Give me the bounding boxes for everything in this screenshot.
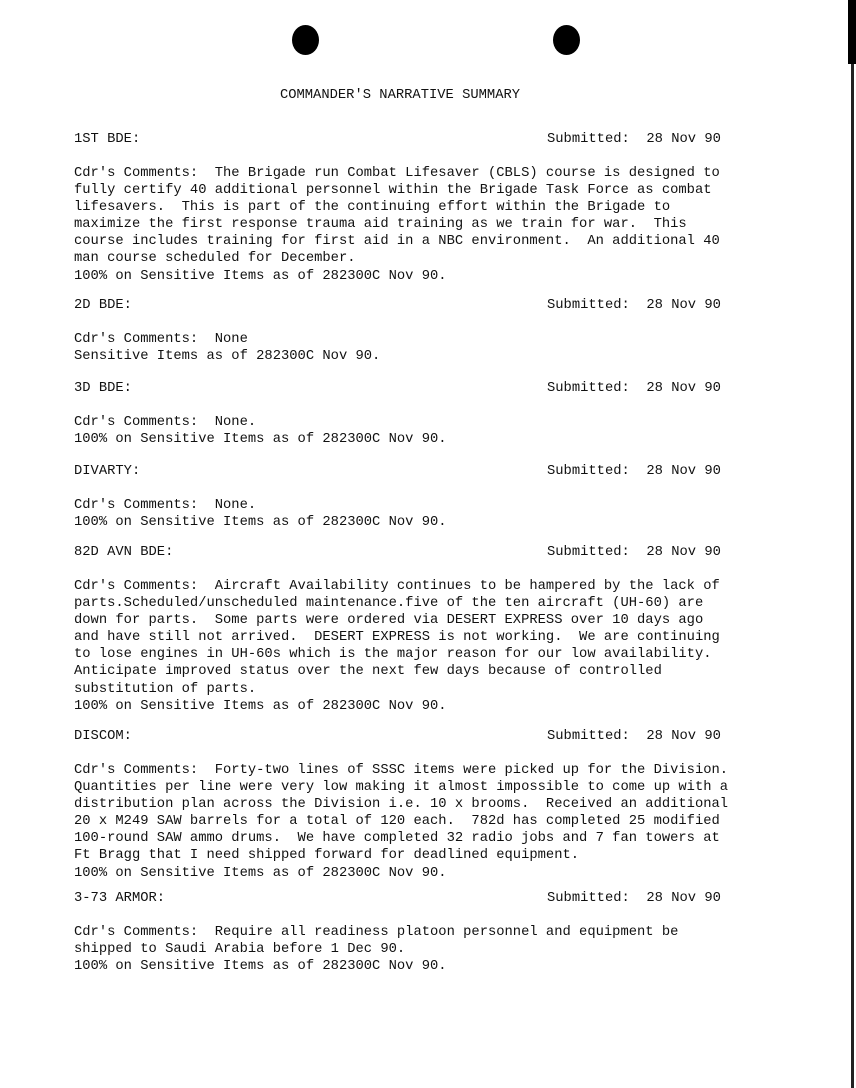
- unit-name: 3D BDE:: [74, 381, 132, 396]
- comment-line: man course scheduled for December.: [74, 251, 356, 267]
- comments: [74, 762, 734, 882]
- unit-section: [74, 381, 734, 448]
- submitted-label: Submitted:: [547, 729, 630, 744]
- comments: [74, 578, 734, 715]
- comment-line: 100% on Sensitive Items as of 282300C Nov 90.: [74, 268, 447, 284]
- unit-name: 82D AVN BDE:: [74, 545, 174, 560]
- unit-section: [74, 464, 734, 531]
- comment-line: Sensitive Items as of 282300C Nov 90.: [74, 349, 381, 365]
- comment-line: Anticipate improved status over the next few days because of controlled: [74, 664, 662, 680]
- comment-line: shipped to Saudi Arabia before 1 Dec 90.: [74, 942, 406, 958]
- submitted-info: [547, 464, 721, 479]
- comment-line: Quantities per line were very low making it almost impossible to come up with a: [74, 780, 729, 796]
- submitted-date: 28 Nov 90: [646, 464, 721, 479]
- unit-section: [74, 545, 734, 715]
- unit-section: [74, 132, 734, 285]
- submitted-info: [547, 298, 721, 313]
- comments: [74, 165, 734, 285]
- comment-line: 100% on Sensitive Items as of 282300C Nov 90.: [74, 432, 447, 448]
- comment-line: parts.Scheduled/unscheduled maintenance.five of the ten aircraft (UH-60) are: [74, 596, 704, 612]
- comment-line: 100% on Sensitive Items as of 282300C Nov 90.: [74, 959, 447, 975]
- submitted-date: 28 Nov 90: [646, 381, 721, 396]
- submitted-info: [547, 891, 721, 906]
- comment-line: Cdr's Comments: None.: [74, 415, 257, 430]
- submitted-info: [547, 729, 721, 744]
- unit-name: 1ST BDE:: [74, 132, 141, 147]
- submitted-label: Submitted:: [547, 381, 630, 396]
- submitted-info: [547, 381, 721, 396]
- unit-name: 2D BDE:: [74, 298, 132, 313]
- comment-line: Ft Bragg that I need shipped forward for deadlined equipment.: [74, 848, 580, 864]
- unit-name: DISCOM:: [74, 729, 132, 744]
- section-header: [74, 132, 734, 149]
- comment-line: down for parts. Some parts were ordered via DESERT EXPRESS over 10 days ago: [74, 613, 704, 629]
- comment-line: 100% on Sensitive Items as of 282300C Nov 90.: [74, 865, 447, 881]
- comment-line: lifesavers. This is part of the continuing effort within the Brigade to: [74, 200, 671, 216]
- submitted-date: 28 Nov 90: [646, 729, 721, 744]
- unit-section: [74, 891, 734, 975]
- comment-line: course includes training for first aid in a NBC environment. An additional 40: [74, 234, 720, 250]
- comment-line: to lose engines in UH-60s which is the major reason for our low availability.: [74, 647, 712, 663]
- scan-edge-line: [851, 64, 854, 1088]
- submitted-info: [547, 132, 721, 147]
- submitted-date: 28 Nov 90: [646, 891, 721, 906]
- comment-line: distribution plan across the Division i.e. 10 x brooms. Received an additional: [74, 797, 729, 813]
- comment-line: Cdr's Comments: Require all readiness platoon personnel and equipment be: [74, 925, 679, 940]
- comment-line: fully certify 40 additional personnel within the Brigade Task Force as combat: [74, 183, 712, 199]
- unit-section: [74, 298, 734, 365]
- submitted-date: 28 Nov 90: [646, 132, 721, 147]
- section-header: [74, 464, 734, 481]
- submitted-date: 28 Nov 90: [646, 545, 721, 560]
- submitted-label: Submitted:: [547, 298, 630, 313]
- submitted-date: 28 Nov 90: [646, 298, 721, 313]
- submitted-label: Submitted:: [547, 891, 630, 906]
- scan-edge: [848, 0, 856, 64]
- comments: [74, 924, 734, 975]
- comments: [74, 331, 734, 365]
- punch-hole-left: [292, 25, 319, 55]
- comment-line: substitution of parts.: [74, 681, 257, 697]
- comment-line: Cdr's Comments: None: [74, 332, 248, 347]
- comment-line: 20 x M249 SAW barrels for a total of 120 each. 782d has completed 25 modified: [74, 814, 720, 830]
- submitted-label: Submitted:: [547, 545, 630, 560]
- unit-section: [74, 729, 734, 882]
- comment-line: 100% on Sensitive Items as of 282300C Nov 90.: [74, 698, 447, 714]
- comment-line: maximize the first response trauma aid training as we train for war. This: [74, 217, 687, 233]
- submitted-label: Submitted:: [547, 132, 630, 147]
- page-title: COMMANDER'S NARRATIVE SUMMARY: [279, 88, 521, 103]
- comment-line: Cdr's Comments: None.: [74, 498, 257, 513]
- comment-line: Cdr's Comments: Aircraft Availability continues to be hampered by the lack of: [74, 579, 720, 594]
- unit-name: DIVARTY:: [74, 464, 141, 479]
- comments: [74, 497, 734, 531]
- section-header: [74, 729, 734, 746]
- submitted-info: [547, 545, 721, 560]
- comment-line: 100% on Sensitive Items as of 282300C Nov 90.: [74, 515, 447, 531]
- comments: [74, 414, 734, 448]
- section-header: [74, 545, 734, 562]
- comment-line: Cdr's Comments: The Brigade run Combat Lifesaver (CBLS) course is designed to: [74, 166, 720, 181]
- comment-line: and have still not arrived. DESERT EXPRESS is not working. We are continuing: [74, 630, 720, 646]
- comment-line: Cdr's Comments: Forty-two lines of SSSC items were picked up for the Division.: [74, 763, 729, 778]
- unit-name: 3-73 ARMOR:: [74, 891, 166, 906]
- submitted-label: Submitted:: [547, 464, 630, 479]
- section-header: [74, 381, 734, 398]
- comment-line: 100-round SAW ammo drums. We have completed 32 radio jobs and 7 fan towers at: [74, 831, 720, 847]
- section-header: [74, 891, 734, 908]
- section-header: [74, 298, 734, 315]
- punch-hole-right: [553, 25, 580, 55]
